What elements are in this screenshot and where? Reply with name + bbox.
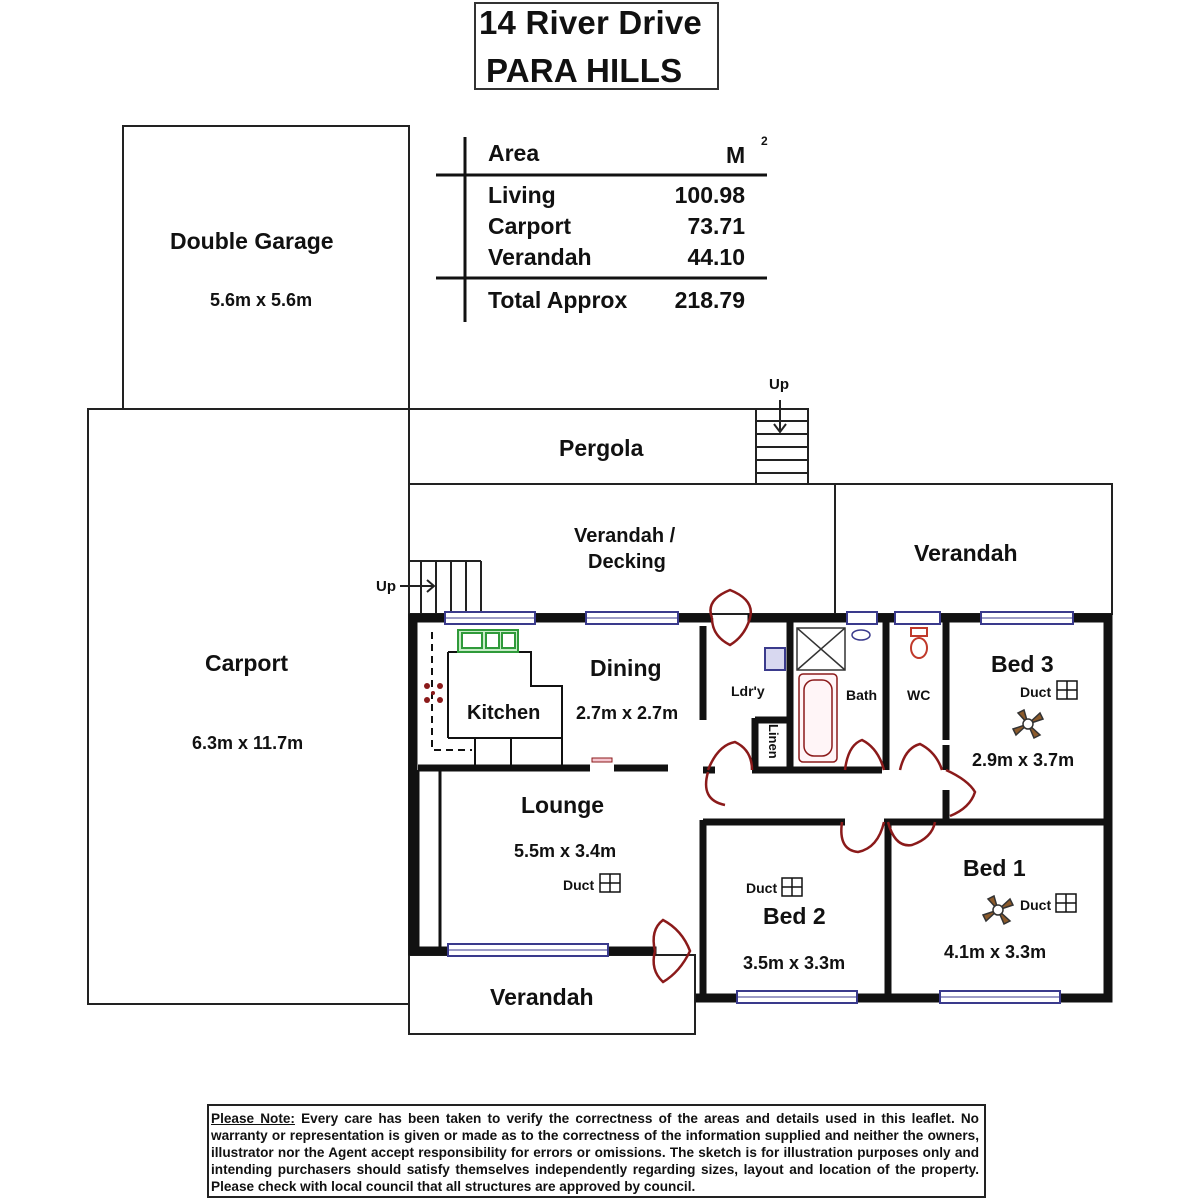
duct-icon <box>1057 681 1077 699</box>
verandah-bottom-label: Verandah <box>490 984 594 1010</box>
area-value-total: 218.79 <box>674 287 745 313</box>
disclaimer-heading: Please Note: <box>211 1111 295 1126</box>
area-label-carport: Carport <box>488 213 572 239</box>
area-header-unit: M <box>726 142 746 168</box>
bath-icon <box>799 674 837 762</box>
duct-icon <box>1056 894 1076 912</box>
double-garage-outline <box>123 126 409 409</box>
title-street: 14 River Drive <box>479 4 702 41</box>
area-header-label: Area <box>488 140 540 166</box>
verandah-decking-label-1: Verandah / <box>574 525 676 547</box>
verandah-decking-outline <box>409 484 835 614</box>
double-garage-dims: 5.6m x 5.6m <box>210 290 313 310</box>
dining-dims: 2.7m x 2.7m <box>576 703 679 723</box>
area-label-living: Living <box>488 182 556 208</box>
bed2-label: Bed 2 <box>763 903 826 929</box>
bed3-duct-label: Duct <box>1020 684 1052 700</box>
bed1-dims: 4.1m x 3.3m <box>944 942 1047 962</box>
carport-dims: 6.3m x 11.7m <box>192 733 304 753</box>
sink-icon <box>458 630 518 652</box>
dining-label: Dining <box>590 655 662 681</box>
duct-icon <box>782 878 802 896</box>
stairs-top <box>756 400 808 484</box>
disclaimer-note <box>207 1104 986 1198</box>
lounge-duct-label: Duct <box>563 877 595 893</box>
title-suburb: PARA HILLS <box>486 52 683 89</box>
area-value-living: 100.98 <box>674 182 745 208</box>
verandah-decking-label-2: Decking <box>588 551 666 573</box>
lounge-label: Lounge <box>521 792 605 818</box>
ceiling-fan-icon <box>983 896 1013 924</box>
double-garage-label: Double Garage <box>170 228 334 254</box>
area-unit-superscript: 2 <box>761 134 768 148</box>
bed3-label: Bed 3 <box>991 651 1054 677</box>
disclaimer-text: Every care has been taken to verify the correctness of the areas and details used in this leaflet. No warranty or representation is given or made as to the correctness of the information supplied and neither the owners, illustrator nor the Agent accept responsibility for errors or omissions. The sketch is for illustration purposes only and intending purchasers should satisfy themselves independently regarding sizes, layout and location of the property. Please check with local council that all structures are approved by council. <box>211 1111 979 1194</box>
laundry-trough-icon <box>765 648 785 670</box>
ceiling-fan-icon <box>1013 710 1043 738</box>
verandah-right-label: Verandah <box>914 540 1018 566</box>
stairs-left <box>400 561 481 614</box>
duct-icon <box>600 874 620 892</box>
bed3-dims: 2.9m x 3.7m <box>972 750 1075 770</box>
carport-outline <box>88 409 409 1004</box>
wc-label: WC <box>907 687 931 703</box>
laundry-label: Ldr'y <box>731 683 765 699</box>
bed1-duct-label: Duct <box>1020 897 1052 913</box>
cooktop-icon <box>424 683 443 703</box>
bed2-duct-label: Duct <box>746 880 778 896</box>
area-label-verandah: Verandah <box>488 244 592 270</box>
sliding-door-icon <box>592 758 612 762</box>
area-label-total: Total Approx <box>488 287 628 313</box>
kitchen-label: Kitchen <box>467 702 541 724</box>
linen-label: Linen <box>766 724 781 759</box>
pergola-label: Pergola <box>559 435 644 461</box>
lounge-dims: 5.5m x 3.4m <box>514 841 617 861</box>
stairs-up-left-label: Up <box>376 578 396 595</box>
toilet-icon <box>911 628 927 658</box>
area-value-verandah: 44.10 <box>687 244 745 270</box>
stairs-up-top-label: Up <box>769 376 789 393</box>
shower-icon <box>797 628 845 670</box>
bed1-label: Bed 1 <box>963 855 1026 881</box>
area-value-carport: 73.71 <box>687 213 745 239</box>
carport-label: Carport <box>205 650 289 676</box>
bed2-dims: 3.5m x 3.3m <box>743 953 846 973</box>
bath-label: Bath <box>846 687 878 703</box>
basin-icon <box>852 630 870 640</box>
